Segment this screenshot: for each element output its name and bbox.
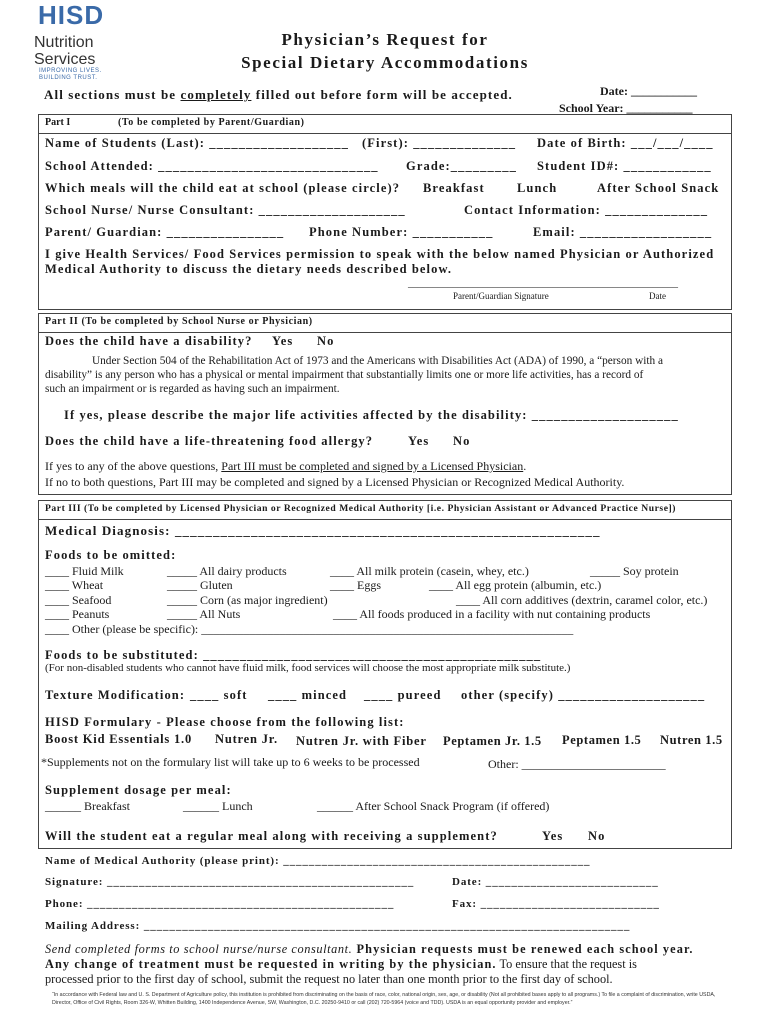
omit-nuts[interactable]: _____ All Nuts — [167, 607, 241, 621]
foods-omitted-title: Foods to be omitted: — [45, 548, 177, 562]
texture-soft[interactable]: ____ soft — [190, 688, 248, 702]
disability-question: Does the child have a disability? — [45, 334, 253, 348]
medical-authority-mailing-field[interactable]: Mailing Address: ____________________________________________________________________________ — [45, 920, 631, 932]
omit-corn-additives[interactable]: ____ All corn additives (dextrin, caramel color, etc.) — [456, 593, 708, 607]
school-nurse-field[interactable]: School Nurse/ Nurse Consultant: ____________________ — [45, 203, 406, 217]
permission-statement-1: I give Health Services/ Food Services permission to speak with the below named Physician or Authorized — [45, 247, 715, 261]
part-3-label: Part III (To be completed by Licensed Physician or Recognized Medical Authority [i.e. Physician Assistant or Advanced Practice Nurse]) — [45, 503, 676, 514]
disability-yes[interactable]: Yes — [272, 334, 294, 348]
omit-seafood[interactable]: ____ Seafood — [45, 593, 112, 607]
student-first-name-field[interactable]: (First): ______________ — [362, 136, 517, 150]
medical-authority-date-field[interactable]: Date: ___________________________ — [452, 876, 659, 888]
part-1-note: (To be completed by Parent/Guardian) — [118, 117, 305, 128]
foods-substituted-field[interactable]: Foods to be substituted: ______________________________________________ — [45, 648, 542, 662]
closing-line-2: Any change of treatment must be requested in writing by the physician. To ensure that the request is — [45, 957, 637, 971]
texture-other-field[interactable]: other (specify) ____________________ — [461, 688, 706, 702]
disability-description-field[interactable]: If yes, please describe the major life activities affected by the disability: ____________________ — [64, 408, 679, 422]
omit-soy-protein[interactable]: _____ Soy protein — [590, 564, 679, 578]
regular-meal-question: Will the student eat a regular meal along with receiving a supplement? — [45, 829, 498, 843]
medical-authority-fax-field[interactable]: Fax: ____________________________ — [452, 898, 660, 910]
closing-line-1: Send completed forms to school nurse/nurse consultant. Physician requests must be renewed each school year. — [45, 942, 694, 956]
regular-meal-yes[interactable]: Yes — [542, 829, 564, 843]
student-last-name-field[interactable]: Name of Students (Last): ___________________ — [45, 136, 349, 150]
formulary-nutren[interactable]: Nutren 1.5 — [660, 733, 723, 747]
medical-authority-phone-field[interactable]: Phone: ________________________________________________ — [45, 898, 395, 910]
supplement-processing-note: *Supplements not on the formulary list will take up to 6 weeks to be processed — [41, 755, 420, 769]
medical-authority-signature-field[interactable]: Signature: ________________________________________________ — [45, 876, 415, 888]
omit-egg-protein[interactable]: ____ All egg protein (albumin, etc.) — [429, 578, 602, 592]
regular-meal-no[interactable]: No — [588, 829, 606, 843]
parent-guardian-field[interactable]: Parent/ Guardian: ________________ — [45, 225, 285, 239]
date-of-birth-field[interactable]: Date of Birth: ___/___/____ — [537, 136, 714, 150]
phone-number-field[interactable]: Phone Number: ___________ — [309, 225, 494, 239]
texture-pureed[interactable]: ____ pureed — [364, 688, 442, 702]
allergy-question: Does the child have a life-threatening food allergy? — [45, 434, 374, 448]
formulary-peptamen[interactable]: Peptamen 1.5 — [562, 733, 642, 747]
ada-text-3: such an impairment or is regarded as having such an impairment. — [45, 383, 340, 395]
omit-corn[interactable]: _____ Corn (as major ingredient) — [167, 593, 328, 607]
ada-text-1: Under Section 504 of the Rehabilitation Act of 1973 and the Americans with Disabilities Act (ADA) of 1990, a “person with a — [92, 355, 663, 367]
part-3-requirement-note-1: If yes to any of the above questions, Part III must be completed and signed by a Licensed Physician. — [45, 459, 527, 473]
page-title-line2: Special Dietary Accommodations — [241, 53, 529, 72]
parent-signature-line[interactable]: ______________________________________________________ — [408, 278, 678, 289]
dosage-snack[interactable]: ______ After School Snack Program (if offered) — [317, 799, 550, 813]
omit-dairy[interactable]: _____ All dairy products — [167, 564, 287, 578]
omit-gluten[interactable]: _____ Gluten — [167, 578, 233, 592]
medical-authority-name-field[interactable]: Name of Medical Authority (please print): ________________________________________________ — [45, 855, 591, 867]
part-2-label: Part II (To be completed by School Nurse or Physician) — [45, 316, 313, 327]
page-title-line1: Physician’s Request for — [281, 30, 489, 49]
logo-tagline-2: BUILDING TRUST. — [39, 75, 98, 81]
contact-information-field[interactable]: Contact Information: ______________ — [464, 203, 709, 217]
date-field[interactable]: Date: ___________ — [600, 84, 697, 98]
parent-signature-label: Parent/Guardian Signature — [453, 291, 549, 301]
school-year-field[interactable]: School Year: ___________ — [559, 101, 693, 115]
texture-minced[interactable]: ____ minced — [268, 688, 348, 702]
texture-modification-label: Texture Modification: — [45, 688, 186, 702]
substitution-note: (For non-disabled students who cannot have fluid milk, food services will choose the most appropriate milk substitute.) — [45, 662, 571, 674]
omit-eggs[interactable]: ____ Eggs — [330, 578, 381, 592]
dosage-title: Supplement dosage per meal: — [45, 783, 232, 797]
supplement-other-field[interactable]: Other: ________________________ — [488, 757, 666, 771]
grade-field[interactable]: Grade:_________ — [406, 159, 517, 173]
omit-nut-facility[interactable]: ____ All foods produced in a facility with nut containing products — [333, 607, 651, 621]
disability-no[interactable]: No — [317, 334, 335, 348]
allergy-no[interactable]: No — [453, 434, 471, 448]
part-1-label: Part I — [45, 117, 71, 128]
formulary-nutren-jr[interactable]: Nutren Jr. — [215, 732, 278, 746]
formulary-peptamen-jr[interactable]: Peptamen Jr. 1.5 — [443, 734, 542, 748]
meals-question: Which meals will the child eat at school (please circle)? — [45, 181, 401, 195]
omit-wheat[interactable]: ____ Wheat — [45, 578, 104, 592]
ada-text-2: disability” is any person who has a physical or mental impairment that substantially limits one or more life activities, has a record of — [45, 369, 644, 381]
hisd-logo: HISD — [38, 0, 105, 30]
permission-statement-2: Medical Authority to discuss the dietary needs described below. — [45, 262, 453, 276]
meal-option-breakfast[interactable]: Breakfast — [423, 181, 485, 195]
omit-fluid-milk[interactable]: ____ Fluid Milk — [45, 564, 124, 578]
part-3-requirement-note-2: If no to both questions, Part III may be completed and signed by a Licensed Physician or Recognized Medical Authority. — [45, 475, 625, 489]
email-field[interactable]: Email: __________________ — [533, 225, 713, 239]
dosage-breakfast[interactable]: ______ Breakfast — [45, 799, 130, 813]
omit-other[interactable]: ____ Other (please be specific): ______________________________________________________________ — [45, 622, 574, 636]
omit-peanuts[interactable]: ____ Peanuts — [45, 607, 110, 621]
meal-option-lunch[interactable]: Lunch — [517, 181, 558, 195]
medical-diagnosis-field[interactable]: Medical Diagnosis: ________________________________________________________ — [45, 523, 601, 538]
logo-nutrition: Nutrition — [34, 34, 94, 51]
student-id-field[interactable]: Student ID#: ____________ — [537, 159, 712, 173]
parent-date-label: Date — [649, 291, 666, 301]
formulary-boost-kid[interactable]: Boost Kid Essentials 1.0 — [45, 732, 193, 746]
logo-tagline-1: IMPROVING LIVES. — [39, 68, 102, 74]
formulary-nutren-jr-fiber[interactable]: Nutren Jr. with Fiber — [296, 734, 427, 748]
closing-line-3: processed prior to the first day of school, submit the request no later than one month prior to the first day of school. — [45, 972, 613, 986]
logo-services: Services — [34, 51, 96, 68]
meal-option-snack[interactable]: After School Snack — [597, 181, 720, 195]
instructions: All sections must be completely filled out before form will be accepted. — [44, 87, 513, 102]
school-attended-field[interactable]: School Attended: ______________________________ — [45, 159, 379, 173]
dosage-lunch[interactable]: ______ Lunch — [183, 799, 253, 813]
allergy-yes[interactable]: Yes — [408, 434, 430, 448]
formulary-title: HISD Formulary - Please choose from the following list: — [45, 715, 405, 729]
usda-nondiscrimination-footnote: “In accordance with Federal law and U. S. Department of Agriculture policy, this institution is prohibited from discriminating on the basis of race, color, national origin, sex, age, or disability (Not all prohibited bases apply to all programs.) To file a complaint of discrimination, write USDA, Director, Office of Civil Rights, Room 326-W, Whitten Building, 1400 Independence Avenue, SW, Washington, D.C. 20250-9410 or call (202) 720-5964 (voice and TDD). USDA is an equal opportunity provider and employer.” — [52, 992, 716, 1006]
omit-milk-protein[interactable]: ____ All milk protein (casein, whey, etc.) — [330, 564, 529, 578]
